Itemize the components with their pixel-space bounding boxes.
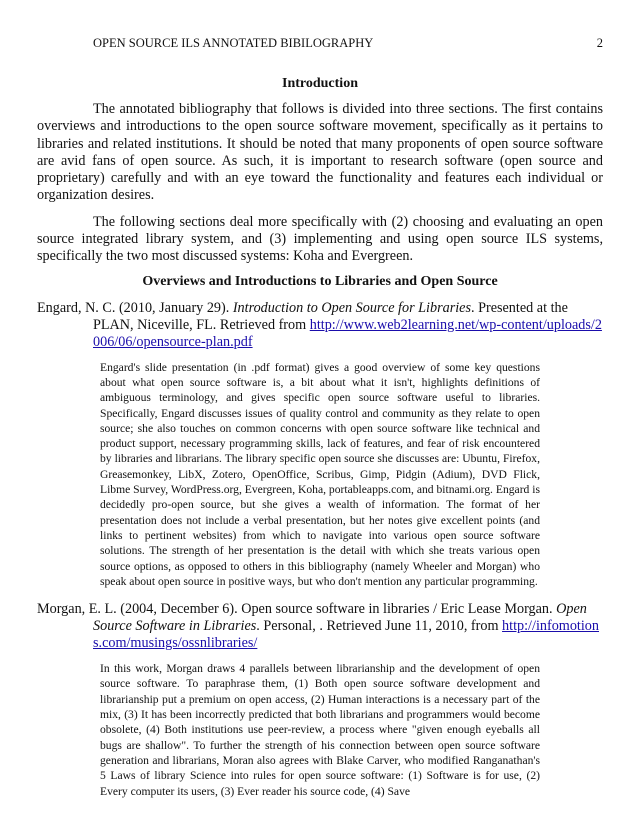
section-heading: Overviews and Introductions to Libraries and Open Source <box>142 273 498 289</box>
page-number: 2 <box>596 36 603 50</box>
running-header <box>93 36 603 51</box>
citation-link[interactable]: http://www.web2learning.net/wp-content/uploads/2006/06/opensource-plan.pdf <box>93 316 602 350</box>
citation-morgan: Morgan, E. L. (2004, December 6). Open source software in libraries / Eric Lease Morgan. Open Source Software in Libraries. Personal, . Retrieved June 11, 2010, from http://infomotions.com/musings/ossnlibraries/ <box>37 601 599 652</box>
introduction-heading: Introduction <box>282 76 358 91</box>
citation-title: Introduction to Open Source for Libraries <box>232 299 471 316</box>
annotation-morgan: In this work, Morgan draws 4 parallels between librarianship and the development of open source software. To paraphrase them, (1) Both open source software development and librarianship put a premium on open access, (2) Human interactions is a necessary part of the mix, (3) It has been incorrectly predicted that both librarians and programmers would become obsolete, (4) Both institutions use peer-review, a process where "given enough eyeballs all bugs are shallow". To further the strength of his connection between open source software generation and librarians, Moran also agrees with Blake Carver, who modified Ranganathan's 5 Laws of library Science into rules for open source software: (1) Software is for use, (2) Every computer its users, (3) Ever reader his source code, (4) Save <box>100 662 540 798</box>
citation-title: Open Source Software in Libraries <box>93 601 587 635</box>
citation-link[interactable]: http://infomotions.com/musings/ossnlibraries/ <box>93 618 599 652</box>
running-title: OPEN SOURCE ILS ANNOTATED BIBILOGRAPHY <box>93 36 374 50</box>
intro-paragraph-1: The annotated bibliography that follows is divided into three sections. The first contains overviews and introductions to the open source software movement, specifically as it pertains to libraries and related institutions. It should be noted that many proponents of open source software are avid fans of open source. As such, it is important to research software (open source and proprietary) carefully and with an eye toward the functionality and features each individual or organization desires. <box>37 101 603 204</box>
annotation-engard: Engard's slide presentation (in .pdf format) gives a good overview of some key questions about what open source software is, a bit about what it isn't, highlights definitions of ambiguous terminology, and gives specific open source software useful to libraries. Specifically, Engard discusses issues of quality control and community as they relate to open source; she also touches on common concerns with open source software like technical and product support, necessary programming skills, lack of features, and fear of risk encountered by libraries and librarians. The library specific open source she discusses are: Ubuntu, Firefox, Greasemonkey, LibX, Zotero, OpenOffice, Scribus, Gimp, Pidgin (Adium), DVD Flick, Libme Survey, WordPress.org, Evergreen, Koha, portableapps.com, and bitnami.org. Engard is decidedly pro-open source, but she gives a wealth of information. The format of her presentation does not include a verbal presentation, but her notes give excellent points (and links to pertinent websites) from which to navigate into various open source software solutions. The strength of her presentation is the detail with which she treats various open source options, as opposed to others in this bibliography (namely Wheeler and Morgan) who speak about open source in positive ways, but who don't mention any particular programming. <box>100 360 540 588</box>
intro-paragraph-2: The following sections deal more specifically with (2) choosing and evaluating an open source integrated library system, and (3) implementing and using open source ILS systems, specifically the two most discussed systems: Koha and Evergreen. <box>37 213 603 265</box>
citation-engard: Engard, N. C. (2010, January 29). Introduction to Open Source for Libraries. Presented at the PLAN, Niceville, FL. Retrieved from http://www.web2learning.net/wp-content/uploads/2006/06/opensource-plan.pdf <box>37 299 602 350</box>
